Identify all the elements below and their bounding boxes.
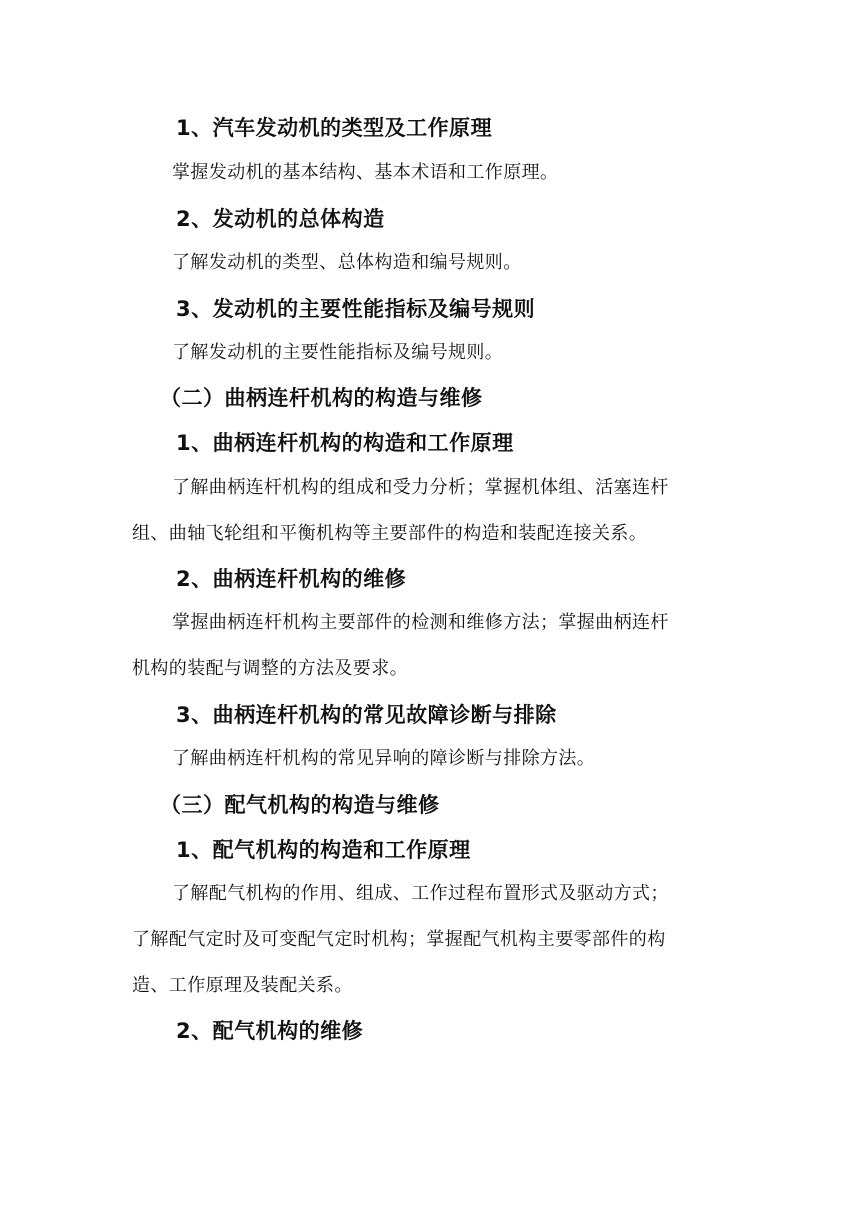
paragraph-1 (132, 150, 720, 196)
paragraph-3 (132, 330, 720, 376)
paragraph-line: 造、工作原理及装配关系。 (132, 975, 353, 996)
section-heading-crank: （二）曲柄连杆机构的构造与维修 (160, 386, 483, 410)
heading-1-engine-types: 1、汽车发动机的类型及工作原理 (176, 116, 493, 140)
paragraph-line: 了解曲柄连杆机构的常见异响的障诊断与排除方法。 (172, 748, 596, 769)
paragraph-line: 掌握发动机的基本结构、基本术语和工作原理。 (172, 162, 559, 183)
paragraph-line: 了解曲柄连杆机构的组成和受力分析；掌握机体组、活塞连杆 (172, 477, 669, 498)
paragraph-line: 机构的装配与调整的方法及要求。 (132, 658, 408, 679)
paragraph-line: 了解配气定时及可变配气定时机构；掌握配气机构主要零部件的构 (132, 929, 666, 950)
heading-valve-structure: 1、配气机构的构造和工作原理 (176, 838, 471, 862)
paragraph-line: 了解发动机的主要性能指标及编号规则。 (172, 342, 504, 363)
heading-crank-structure: 1、曲柄连杆机构的构造和工作原理 (176, 431, 514, 455)
paragraph-line: 了解配气机构的作用、组成、工作过程布置形式及驱动方式； (172, 883, 669, 904)
heading-3-performance: 3、发动机的主要性能指标及编号规则 (176, 297, 536, 321)
heading-2-engine-structure: 2、发动机的总体构造 (176, 207, 385, 231)
paragraph-crank-repair (132, 600, 720, 692)
section-heading-valve: （三）配气机构的构造与维修 (160, 793, 440, 817)
heading-crank-fault: 3、曲柄连杆机构的常见故障诊断与排除 (176, 703, 557, 727)
paragraph-line: 了解发动机的类型、总体构造和编号规则。 (172, 252, 522, 273)
paragraph-2 (132, 240, 720, 286)
heading-valve-repair: 2、配气机构的维修 (176, 1019, 364, 1043)
heading-crank-repair: 2、曲柄连杆机构的维修 (176, 567, 407, 591)
paragraph-line: 组、曲轴飞轮组和平衡机构等主要部件的构造和装配连接关系。 (132, 523, 648, 544)
paragraph-valve-structure (132, 871, 720, 1009)
paragraph-crank-fault (132, 736, 720, 782)
paragraph-crank-structure (132, 465, 720, 557)
paragraph-line: 掌握曲柄连杆机构主要部件的检测和维修方法；掌握曲柄连杆 (172, 612, 669, 633)
